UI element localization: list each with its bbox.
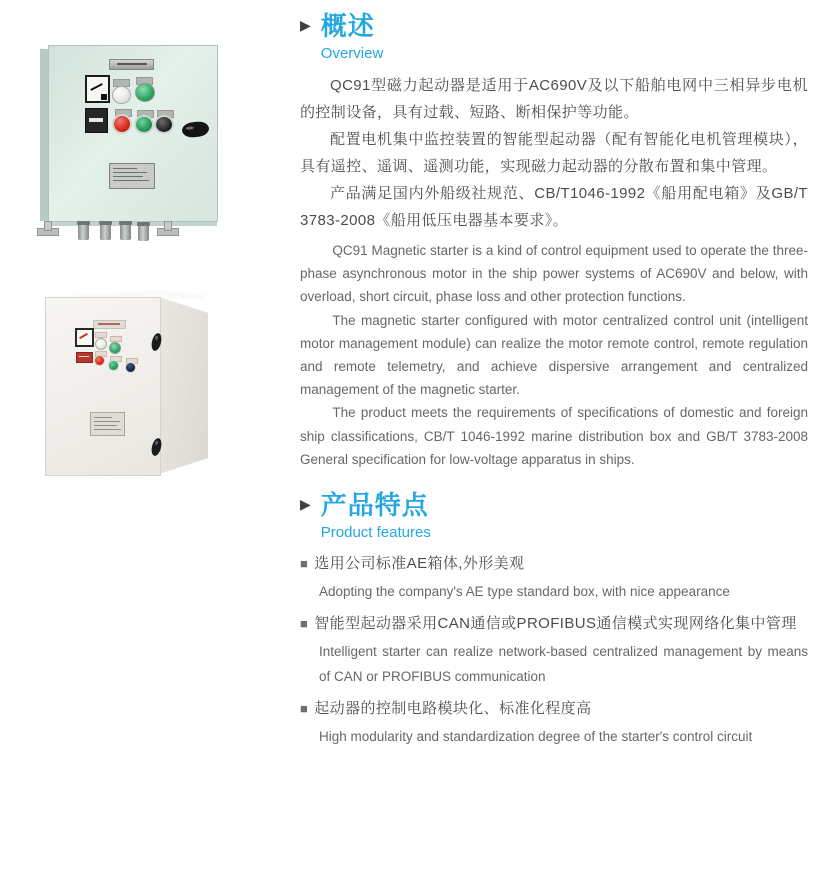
text-column	[300, 12, 808, 751]
cable-gland	[138, 224, 149, 241]
breaker-module	[85, 108, 108, 133]
reset-button-black	[156, 117, 172, 132]
overview-paragraph-en: QC91 Magnetic starter is a kind of control equipment used to operate the three-phase asynchronous motor in the ship power systems of AC690V and below, with overload, short circuit, phase loss and other protection functions.	[300, 242, 808, 305]
cabinet-front-panel	[48, 45, 218, 222]
start-button-green	[109, 361, 118, 370]
overview-paragraph-zh: QC91型磁力起动器是适用于AC690V及以下船舶电网中三相异步电机的控制设备，具有过载、短路、断相保护等功能。	[300, 76, 808, 121]
nameplate	[90, 412, 125, 436]
bullet-square-icon: ■	[300, 555, 309, 571]
cable-gland	[120, 223, 131, 240]
overview-section	[300, 12, 808, 471]
features-title-zh: 产品特点	[320, 489, 429, 520]
ammeter-gauge	[75, 328, 94, 347]
feature-item	[300, 611, 808, 689]
overview-title-en: Overview	[320, 44, 384, 62]
section-arrow-icon: ▶	[300, 17, 311, 33]
start-button-green	[136, 117, 152, 132]
feature-text-en: Adopting the company's AE type standard box, with nice appearance	[319, 583, 730, 599]
indicator-light-green	[109, 342, 121, 354]
bullet-square-icon: ■	[300, 615, 309, 631]
feature-text-en: High modularity and standardization degree of the starter's control circuit	[319, 728, 753, 744]
overview-paragraph-en: The product meets the requirements of specifications of domestic and foreign ship classifications, CB/T 1046-1992 marine distribution box and GB/T 3783-2008 General specification for low-voltage apparatus in ships.	[300, 405, 808, 467]
stop-button-red	[95, 356, 104, 365]
overview-paragraph-zh: 配置电机集中监控装置的智能型起动器（配有智能化电机管理模块），具有遥控、遥调、遥测功能，实现磁力起动器的分散布置和集中管理。	[300, 130, 808, 175]
feature-item	[300, 696, 808, 749]
rotary-switch-knob	[181, 121, 209, 139]
feature-text-zh: 智能型起动器采用CAN通信或PROFIBUS通信模式实现网络化集中管理	[314, 614, 797, 632]
bullet-square-icon: ■	[300, 700, 309, 716]
feature-text-zh: 起动器的控制电路模块化、标准化程度高	[314, 699, 592, 717]
starter-cabinet-perspective-photo	[45, 283, 260, 508]
reset-button-dark	[126, 363, 135, 372]
cable-gland	[78, 223, 89, 240]
overview-paragraph-en: The magnetic starter configured with motor centralized control unit (intelligent motor management module) can realize the motor remote control, remote regulation and remote telemetry, and achieve dispersive arrangement and centralized management of the magnetic starter.	[300, 312, 808, 398]
overview-paragraph-zh: 产品满足国内外船级社规范、CB/T1046-1992《船用配电箱》及GB/T 3783-2008《船用低压电器基本要求》。	[300, 184, 808, 229]
product-photos	[0, 0, 290, 530]
cabinet-title-label	[93, 320, 126, 329]
feature-item	[300, 551, 808, 604]
cabinet-right-face	[159, 297, 208, 474]
feature-text-en: Intelligent starter can realize network-based centralized management by means of CAN or PROFIBUS communication	[319, 643, 808, 684]
overview-header	[300, 12, 808, 62]
indicator-light-white	[95, 338, 107, 350]
cabinet-title-label	[109, 59, 154, 70]
stop-button-red	[114, 116, 130, 132]
mounting-foot	[37, 228, 59, 236]
starter-cabinet-front-photo	[35, 40, 240, 250]
features-header	[300, 491, 808, 541]
overview-title-zh: 概述	[320, 11, 375, 41]
features-title-en: Product features	[320, 523, 431, 541]
section-arrow-icon: ▶	[300, 495, 311, 512]
feature-text-zh: 选用公司标准AE箱体,外形美观	[314, 554, 525, 572]
mounting-foot	[157, 228, 179, 236]
nameplate	[109, 163, 155, 189]
indicator-light-white	[112, 86, 131, 104]
cable-gland	[100, 223, 111, 240]
features-section	[300, 491, 808, 749]
ammeter-gauge	[85, 75, 110, 103]
indicator-light-green	[135, 83, 155, 102]
warning-label	[76, 352, 93, 363]
